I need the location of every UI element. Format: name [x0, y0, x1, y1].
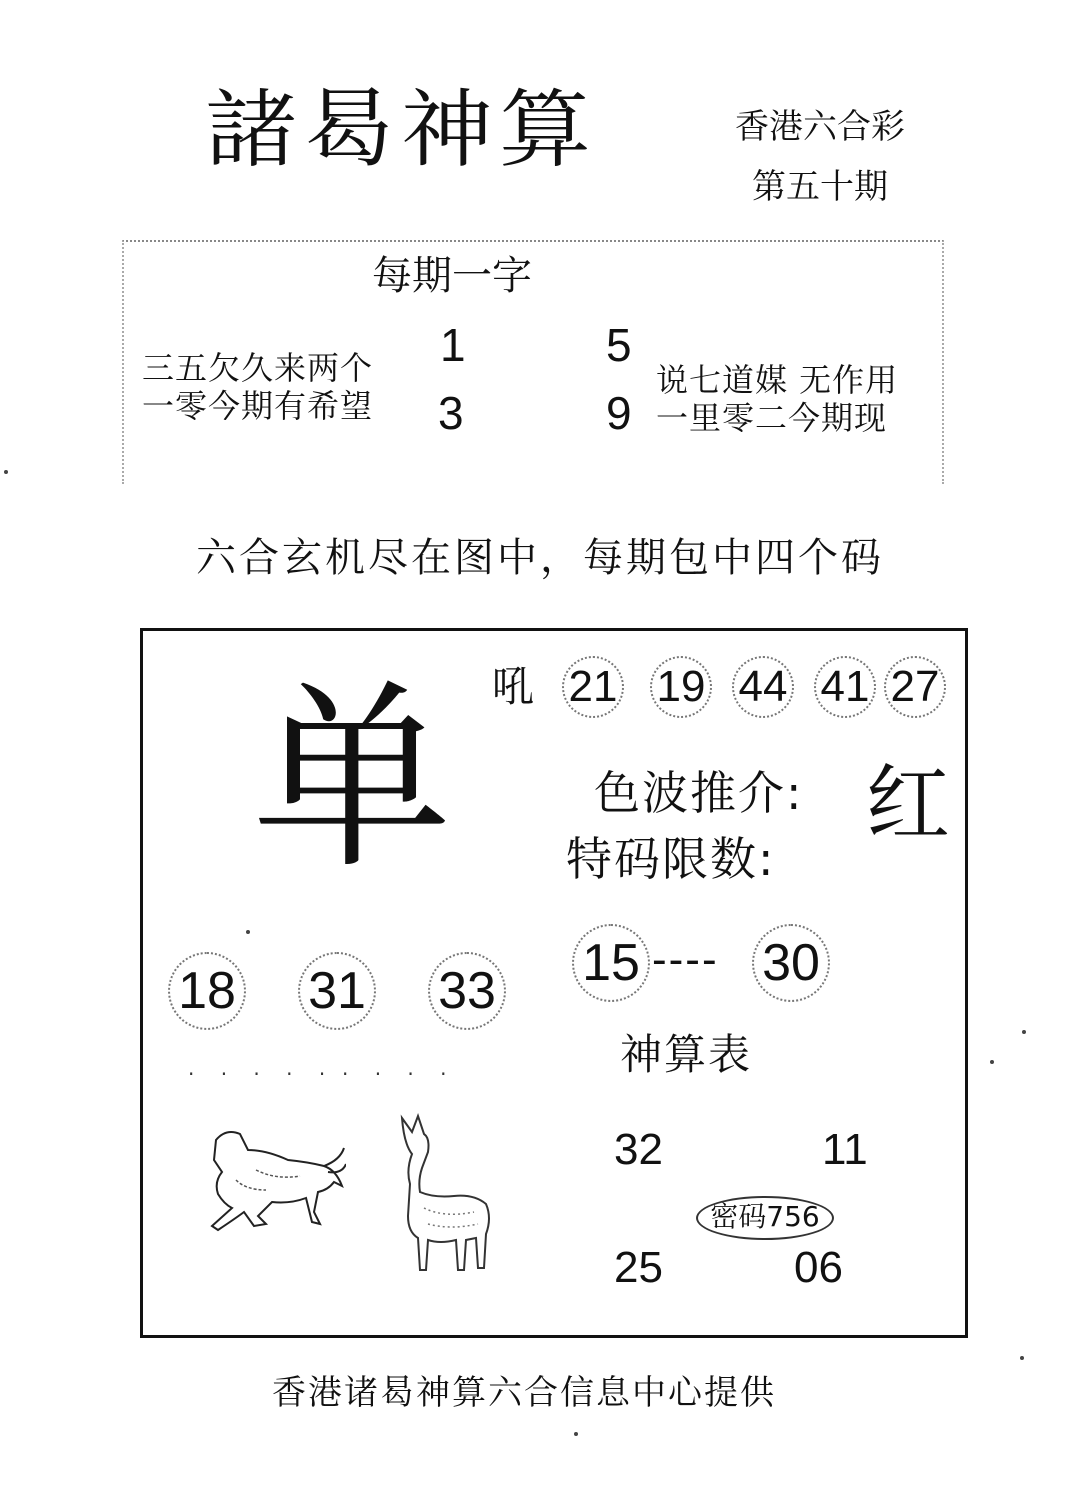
pick-number: 18	[168, 952, 246, 1030]
table-number: 11	[822, 1125, 868, 1174]
page-title: 諸曷神算	[205, 80, 598, 180]
monthly-number-2: 5	[606, 319, 632, 371]
monthly-number-3: 3	[438, 387, 464, 439]
issue-number: 第五十期	[752, 167, 888, 207]
poem-left-line-2: 一零今期有希望	[142, 387, 374, 425]
color-value: 红	[866, 755, 951, 853]
scan-speck	[1020, 1356, 1024, 1360]
monthly-number-1: 1	[440, 319, 466, 371]
horse-icon	[196, 1120, 346, 1232]
roar-number: 27	[884, 656, 946, 718]
monthly-number-4: 9	[606, 387, 632, 439]
color-label: 色波推介:	[594, 766, 804, 820]
range-end: 30	[752, 924, 830, 1002]
scan-speck	[1022, 1030, 1026, 1034]
table-number: 06	[794, 1243, 843, 1292]
roar-number: 44	[732, 656, 794, 718]
roar-number: 41	[814, 656, 876, 718]
monthly-title: 每期一字	[372, 253, 532, 299]
roar-number: 21	[562, 656, 624, 718]
poem-right-line-2: 一里零二今期现	[656, 399, 888, 437]
table-number: 25	[614, 1243, 663, 1292]
pick-number: 31	[298, 952, 376, 1030]
big-character: 单	[252, 663, 453, 896]
table-number: 32	[614, 1125, 663, 1174]
table-title: 神算表	[620, 1030, 753, 1079]
range-start: 15	[572, 924, 650, 1002]
roar-label: 吼	[492, 662, 535, 711]
dotted-divider: · · · ·	[342, 1062, 457, 1086]
dotted-divider: · · · · ·	[188, 1062, 336, 1086]
slogan: 六合玄机尽在图中，每期包中四个码	[196, 535, 884, 581]
poem-right-line-1: 说七道媒 无作用	[656, 361, 899, 399]
roar-number: 19	[650, 656, 712, 718]
password-badge: 密码756	[696, 1196, 834, 1240]
goat-icon	[394, 1108, 494, 1278]
scan-speck	[246, 930, 250, 934]
scan-speck	[990, 1060, 994, 1064]
limit-label: 特码限数:	[566, 832, 776, 886]
footer-credit: 香港诸曷神算六合信息中心提供	[272, 1373, 776, 1413]
scan-speck	[574, 1432, 578, 1436]
range-separator: ----	[652, 935, 719, 984]
scan-speck	[4, 470, 8, 474]
pick-number: 33	[428, 952, 506, 1030]
lottery-name: 香港六合彩	[735, 107, 905, 147]
poem-left-line-1: 三五欠久来两个	[142, 349, 374, 387]
